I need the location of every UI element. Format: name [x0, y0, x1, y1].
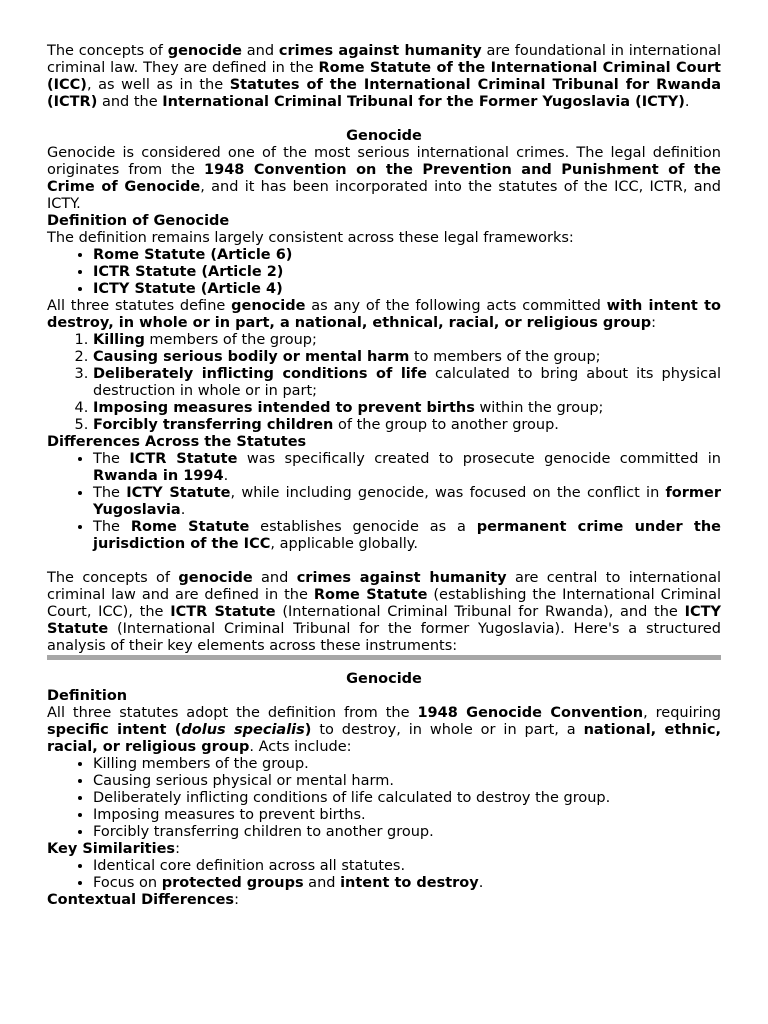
text-run: to members of the group;: [409, 349, 601, 365]
text-run: was specifically created to prosecute genocide committed in: [237, 451, 721, 467]
text-run: permanent crime under the jurisdiction of the ICC: [93, 519, 721, 552]
list-item: [93, 824, 721, 841]
text-run: with intent to destroy, in whole or in part, a national, ethnical, racial, or religious group: [47, 298, 721, 331]
list-item: [93, 773, 721, 790]
text-run: Statutes of the International Criminal Tribunal for Rwanda (ICTR): [47, 77, 721, 110]
list-item: [93, 366, 721, 400]
text-run: All three statutes adopt the definition from the: [47, 705, 418, 721]
text-run: , requiring: [643, 705, 721, 721]
text-run: Key Similarities: [47, 841, 176, 857]
text-run: 1948 Convention on the Prevention and Punishment of the Crime of Genocide: [47, 162, 721, 195]
list-item: [93, 281, 721, 298]
text-run: Imposing measures intended to prevent births: [93, 400, 475, 416]
acts-list: [47, 332, 721, 434]
intro-paragraph: [47, 43, 721, 111]
text-run: establishes genocide as a: [249, 519, 477, 535]
text-run: as any of the following acts committed: [305, 298, 607, 314]
text-run: national, ethnic, racial, or religious group: [47, 722, 721, 755]
text-run: .: [478, 875, 484, 891]
text-run: The concepts of: [47, 570, 179, 586]
text-run: (establishing the International Criminal Court, ICC), the: [47, 587, 721, 620]
genocide-heading-2: Genocide: [346, 671, 422, 687]
list-item: [93, 247, 721, 264]
definition-text: The definition remains largely consistent across these legal frameworks:: [47, 230, 574, 246]
text-run: genocide: [178, 570, 253, 586]
text-run: Deliberately inflicting conditions of life: [93, 366, 427, 382]
text-run: Forcibly transferring children: [93, 417, 334, 433]
text-run: are central to international criminal law and are defined in the: [47, 570, 722, 603]
text-run: .: [684, 94, 690, 110]
text-run: members of the group;: [144, 332, 317, 348]
differences-heading: Differences Across the Statutes: [47, 434, 307, 450]
text-run: International Criminal Tribunal for the Former Yugoslavia (ICTY): [162, 94, 685, 110]
text-run: crimes against humanity: [278, 43, 482, 59]
text-run: 1948 Genocide Convention: [417, 705, 644, 721]
text-run: to destroy, in whole or in part, a: [311, 722, 584, 738]
similarities-heading: [47, 841, 721, 858]
text-run: ICTR Statute: [129, 451, 238, 467]
list-item: [93, 519, 721, 553]
text-run: .: [180, 502, 186, 518]
text-run: Rome Statute: [130, 519, 250, 535]
contextual-differences-heading: [47, 892, 721, 909]
list-item: [93, 451, 721, 485]
genocide-heading: Genocide: [346, 128, 422, 144]
list-item: [93, 349, 721, 366]
text-run: , as well as in the: [86, 77, 230, 93]
text-run: :: [234, 892, 239, 908]
genocide-intro-paragraph: [47, 145, 721, 213]
text-run: The: [93, 451, 130, 467]
text-run: ICTR Statute (Article 2): [93, 264, 284, 280]
text-run: Rome Statute (Article 6): [93, 247, 293, 263]
text-run: Rwanda in 1994: [93, 468, 224, 484]
text-run: and: [252, 570, 297, 586]
text-run: ): [304, 722, 312, 738]
text-run: of the group to another group.: [333, 417, 559, 433]
text-run: , and it has been incorporated into the statutes of the ICC, ICTR, and ICTY.: [47, 179, 721, 212]
all-three-paragraph: [47, 298, 721, 332]
text-run: Causing serious bodily or mental harm: [93, 349, 410, 365]
text-run: Identical core definition across all statutes.: [93, 858, 406, 874]
text-run: The: [93, 485, 127, 501]
text-run: , applicable globally.: [270, 536, 418, 552]
text-run: genocide: [231, 298, 306, 314]
text-run: crimes against humanity: [296, 570, 507, 586]
spacer: [47, 111, 721, 128]
horizontal-rule: [47, 655, 721, 660]
list-item: [93, 756, 721, 773]
text-run: intent to destroy: [340, 875, 479, 891]
definition-heading-2: Definition: [47, 688, 128, 704]
text-run: within the group;: [474, 400, 604, 416]
text-run: former Yugoslavia: [93, 485, 722, 518]
text-run: and the: [97, 94, 163, 110]
list-item: [93, 807, 721, 824]
text-run: The concepts of: [47, 43, 168, 59]
second-intro-paragraph: [47, 570, 721, 655]
text-run: Contextual Differences: [47, 892, 235, 908]
text-run: :: [175, 841, 180, 857]
text-run: [181, 722, 304, 738]
list-item: [93, 858, 721, 875]
definition-paragraph-2: [47, 705, 721, 756]
text-run: ICTY Statute (Article 4): [93, 281, 283, 297]
spacer: [47, 553, 721, 570]
text-run: dolus specialis: [181, 722, 305, 738]
text-run: Causing serious physical or mental harm.: [93, 773, 394, 789]
similarities-list: [47, 858, 721, 892]
text-run: .: [223, 468, 229, 484]
text-run: genocide: [167, 43, 242, 59]
text-run: All three statutes define: [47, 298, 232, 314]
list-item: [93, 485, 721, 519]
text-run: Killing: [93, 332, 145, 348]
document-page: [47, 43, 721, 909]
text-run: calculated to bring about its physical destruction in whole or in part;: [93, 366, 721, 399]
definition-heading: Definition of Genocide: [47, 213, 230, 229]
list-item: [93, 264, 721, 281]
list-item: [93, 790, 721, 807]
text-run: :: [651, 315, 656, 331]
text-run: ICTY Statute: [47, 604, 722, 637]
text-run: ICTR Statute: [170, 604, 276, 620]
text-run: Forcibly transferring children to another group.: [93, 824, 434, 840]
list-item: [93, 332, 721, 349]
statutes-list: [47, 247, 721, 298]
text-run: Killing members of the group.: [93, 756, 309, 772]
text-run: and: [303, 875, 341, 891]
text-run: ICTY Statute: [126, 485, 231, 501]
list-item: [93, 417, 721, 434]
differences-list: [47, 451, 721, 553]
text-run: and: [242, 43, 279, 59]
text-run: , while including genocide, was focused on the conflict in: [230, 485, 666, 501]
list-item: [93, 400, 721, 417]
text-run: are foundational in international criminal law. They are defined in the: [47, 43, 721, 76]
text-run: Rome Statute: [313, 587, 428, 603]
text-run: specific intent (: [47, 722, 182, 738]
text-run: Rome Statute of the International Criminal Court (ICC): [47, 60, 721, 93]
text-run: Genocide is considered one of the most serious international crimes. The legal definition originates from the: [47, 145, 721, 178]
text-run: (International Criminal Tribunal for Rwanda), and the: [275, 604, 685, 620]
text-run: (International Criminal Tribunal for the former Yugoslavia). Here's a structured analysis of their key elements across these instruments:: [47, 621, 721, 654]
text-run: Imposing measures to prevent births.: [93, 807, 366, 823]
text-run: . Acts include:: [249, 739, 352, 755]
list-item: [93, 875, 721, 892]
text-run: Focus on: [93, 875, 162, 891]
acts-list-2: [47, 756, 721, 841]
text-run: protected groups: [161, 875, 304, 891]
text-run: Deliberately inflicting conditions of life calculated to destroy the group.: [93, 790, 611, 806]
text-run: The: [93, 519, 131, 535]
